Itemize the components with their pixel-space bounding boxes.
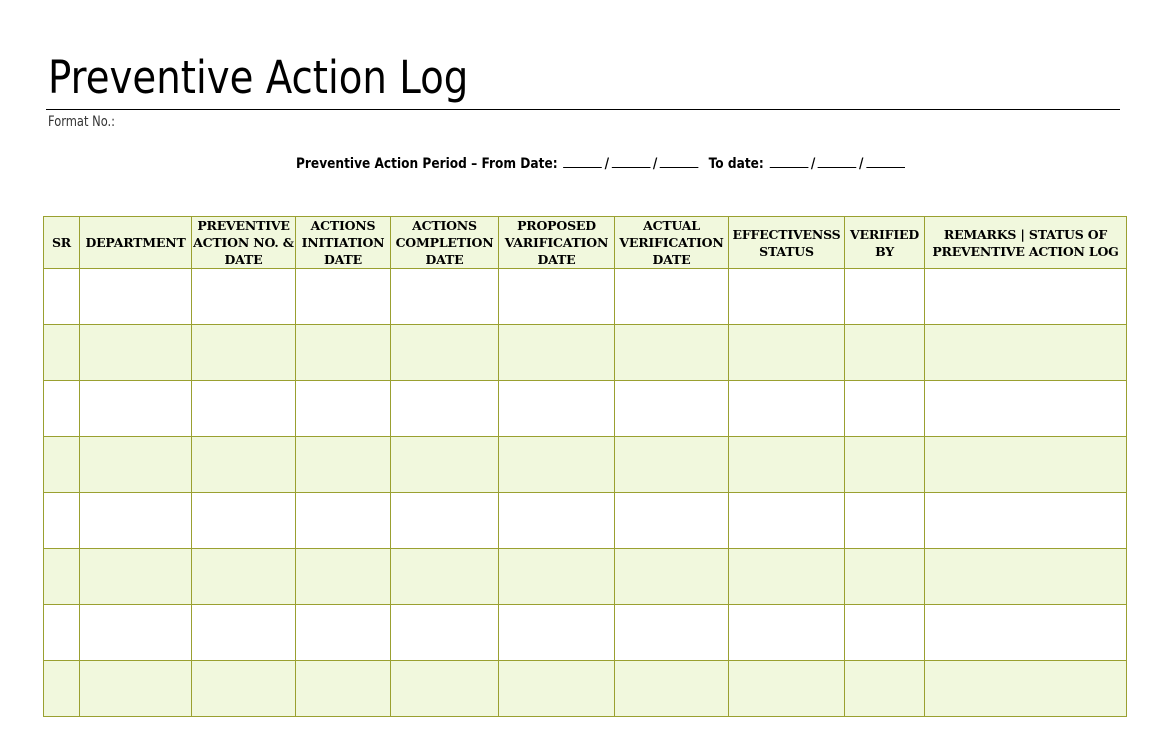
- column-header-completion-date: ACTIONS COMPLETION DATE: [391, 217, 499, 269]
- table-cell-initiation_date[interactable]: [296, 549, 391, 605]
- to-day-blank[interactable]: [770, 153, 809, 168]
- table-cell-initiation_date[interactable]: [296, 661, 391, 717]
- table-cell-verified_by[interactable]: [845, 549, 925, 605]
- column-header-preventive-action-no: PREVENTIVE ACTION NO. & DATE: [193, 218, 294, 267]
- table-cell-completion_date[interactable]: [391, 549, 499, 605]
- page-title: Preventive Action Log: [48, 51, 469, 104]
- table-body: [44, 269, 1127, 717]
- table-cell-completion_date[interactable]: [391, 381, 499, 437]
- table-cell-remarks[interactable]: [925, 661, 1127, 717]
- table-cell-sr[interactable]: [44, 437, 80, 493]
- table-cell-remarks[interactable]: [925, 605, 1127, 661]
- table-cell-completion_date[interactable]: [391, 661, 499, 717]
- table-cell-pa_no_date[interactable]: [192, 325, 296, 381]
- column-header-effectiveness-status: EFFECTIVENSS STATUS: [729, 217, 845, 269]
- table-cell-proposed_verification_date[interactable]: [499, 549, 615, 605]
- table-cell-verified_by[interactable]: [845, 605, 925, 661]
- table-cell-sr[interactable]: [44, 549, 80, 605]
- period-from-label: Preventive Action Period – From Date:: [296, 156, 558, 172]
- table-row: [44, 381, 1127, 437]
- table-cell-remarks[interactable]: [925, 381, 1127, 437]
- table-cell-sr[interactable]: [44, 269, 80, 325]
- table-cell-sr[interactable]: [44, 381, 80, 437]
- table-cell-initiation_date[interactable]: [296, 605, 391, 661]
- table-cell-proposed_verification_date[interactable]: [499, 269, 615, 325]
- column-header-remarks: REMARKS | STATUS OF PREVENTIVE ACTION LOG: [925, 217, 1127, 269]
- period-line: [296, 153, 906, 174]
- table-cell-proposed_verification_date[interactable]: [499, 605, 615, 661]
- table-cell-department[interactable]: [80, 381, 192, 437]
- title-divider: [46, 109, 1120, 110]
- from-separator-2: /: [652, 156, 658, 172]
- from-separator-1: /: [604, 156, 610, 172]
- table-cell-initiation_date[interactable]: [296, 493, 391, 549]
- table-cell-effectiveness_status[interactable]: [729, 549, 845, 605]
- table-cell-effectiveness_status[interactable]: [729, 269, 845, 325]
- table-row: [44, 437, 1127, 493]
- table-cell-department[interactable]: [80, 269, 192, 325]
- table-cell-pa_no_date[interactable]: [192, 381, 296, 437]
- table-cell-completion_date[interactable]: [391, 437, 499, 493]
- table-cell-proposed_verification_date[interactable]: [499, 437, 615, 493]
- table-cell-initiation_date[interactable]: [296, 325, 391, 381]
- table-cell-remarks[interactable]: [925, 493, 1127, 549]
- period-to-label: To date:: [708, 156, 764, 172]
- table-cell-proposed_verification_date[interactable]: [499, 493, 615, 549]
- table-cell-verified_by[interactable]: [845, 661, 925, 717]
- table-cell-effectiveness_status[interactable]: [729, 605, 845, 661]
- column-header-proposed-verification-date: PROPOSED VARIFICATION DATE: [499, 217, 615, 269]
- column-header-initiation-date: ACTIONS INITIATION DATE: [296, 217, 391, 269]
- to-year-blank[interactable]: [866, 153, 905, 168]
- table-row: [44, 549, 1127, 605]
- table-header-row: [44, 217, 1127, 269]
- column-header-sr: SR: [44, 217, 80, 269]
- table-cell-completion_date[interactable]: [391, 325, 499, 381]
- table-cell-proposed_verification_date[interactable]: [499, 661, 615, 717]
- to-separator-1: /: [810, 156, 816, 172]
- column-header-actual-verification-date: ACTUAL VERIFICATION DATE: [615, 217, 729, 269]
- preventive-action-table: [43, 216, 1127, 717]
- to-separator-2: /: [859, 156, 864, 172]
- table-cell-sr[interactable]: [44, 605, 80, 661]
- table-cell-initiation_date[interactable]: [296, 437, 391, 493]
- table-cell-remarks[interactable]: [925, 269, 1127, 325]
- table-cell-verified_by[interactable]: [845, 325, 925, 381]
- table-cell-actual_verification_date[interactable]: [615, 269, 729, 325]
- table-cell-effectiveness_status[interactable]: [729, 493, 845, 549]
- table-cell-proposed_verification_date[interactable]: [499, 325, 615, 381]
- table-cell-verified_by[interactable]: [845, 269, 925, 325]
- table-row: [44, 269, 1127, 325]
- table-cell-verified_by[interactable]: [845, 381, 925, 437]
- column-header-department: DEPARTMENT: [80, 217, 192, 269]
- from-year-blank[interactable]: [660, 153, 699, 168]
- to-month-blank[interactable]: [818, 153, 857, 168]
- table-cell-initiation_date[interactable]: [296, 269, 391, 325]
- table-cell-department[interactable]: [80, 493, 192, 549]
- table-cell-actual_verification_date[interactable]: [615, 493, 729, 549]
- table-row: [44, 493, 1127, 549]
- table-cell-proposed_verification_date[interactable]: [499, 381, 615, 437]
- table-cell-actual_verification_date[interactable]: [615, 605, 729, 661]
- table-cell-pa_no_date[interactable]: [192, 269, 296, 325]
- table-cell-pa_no_date[interactable]: [192, 661, 296, 717]
- format-number-label: Format No.:: [48, 114, 116, 130]
- table-cell-remarks[interactable]: [925, 325, 1127, 381]
- table-cell-effectiveness_status[interactable]: [729, 325, 845, 381]
- table-cell-sr[interactable]: [44, 493, 80, 549]
- table-cell-initiation_date[interactable]: [296, 381, 391, 437]
- table-cell-actual_verification_date[interactable]: [615, 325, 729, 381]
- table-row: [44, 325, 1127, 381]
- table-cell-department[interactable]: [80, 325, 192, 381]
- column-header-verified-by: VERIFIED BY: [845, 217, 925, 269]
- table-cell-completion_date[interactable]: [391, 605, 499, 661]
- table-row: [44, 605, 1127, 661]
- table-cell-effectiveness_status[interactable]: [729, 437, 845, 493]
- table-cell-department[interactable]: [80, 661, 192, 717]
- table-cell-effectiveness_status[interactable]: [729, 661, 845, 717]
- table-cell-sr[interactable]: [44, 661, 80, 717]
- table-cell-verified_by[interactable]: [845, 493, 925, 549]
- table-cell-pa_no_date[interactable]: [192, 549, 296, 605]
- table-row: [44, 661, 1127, 717]
- table-cell-completion_date[interactable]: [391, 269, 499, 325]
- table-cell-department[interactable]: [80, 437, 192, 493]
- table-cell-remarks[interactable]: [925, 437, 1127, 493]
- table-cell-department[interactable]: [80, 549, 192, 605]
- table-cell-department[interactable]: [80, 605, 192, 661]
- table-cell-pa_no_date[interactable]: [192, 493, 296, 549]
- from-month-blank[interactable]: [612, 153, 651, 168]
- table-cell-actual_verification_date[interactable]: [615, 437, 729, 493]
- table-cell-pa_no_date[interactable]: [192, 437, 296, 493]
- table-cell-pa_no_date[interactable]: [192, 605, 296, 661]
- table-cell-actual_verification_date[interactable]: [615, 549, 729, 605]
- table-cell-actual_verification_date[interactable]: [615, 381, 729, 437]
- table-cell-effectiveness_status[interactable]: [729, 381, 845, 437]
- table-cell-actual_verification_date[interactable]: [615, 661, 729, 717]
- table-cell-verified_by[interactable]: [845, 437, 925, 493]
- table-cell-remarks[interactable]: [925, 549, 1127, 605]
- table-cell-completion_date[interactable]: [391, 493, 499, 549]
- from-day-blank[interactable]: [564, 153, 603, 168]
- table-cell-sr[interactable]: [44, 325, 80, 381]
